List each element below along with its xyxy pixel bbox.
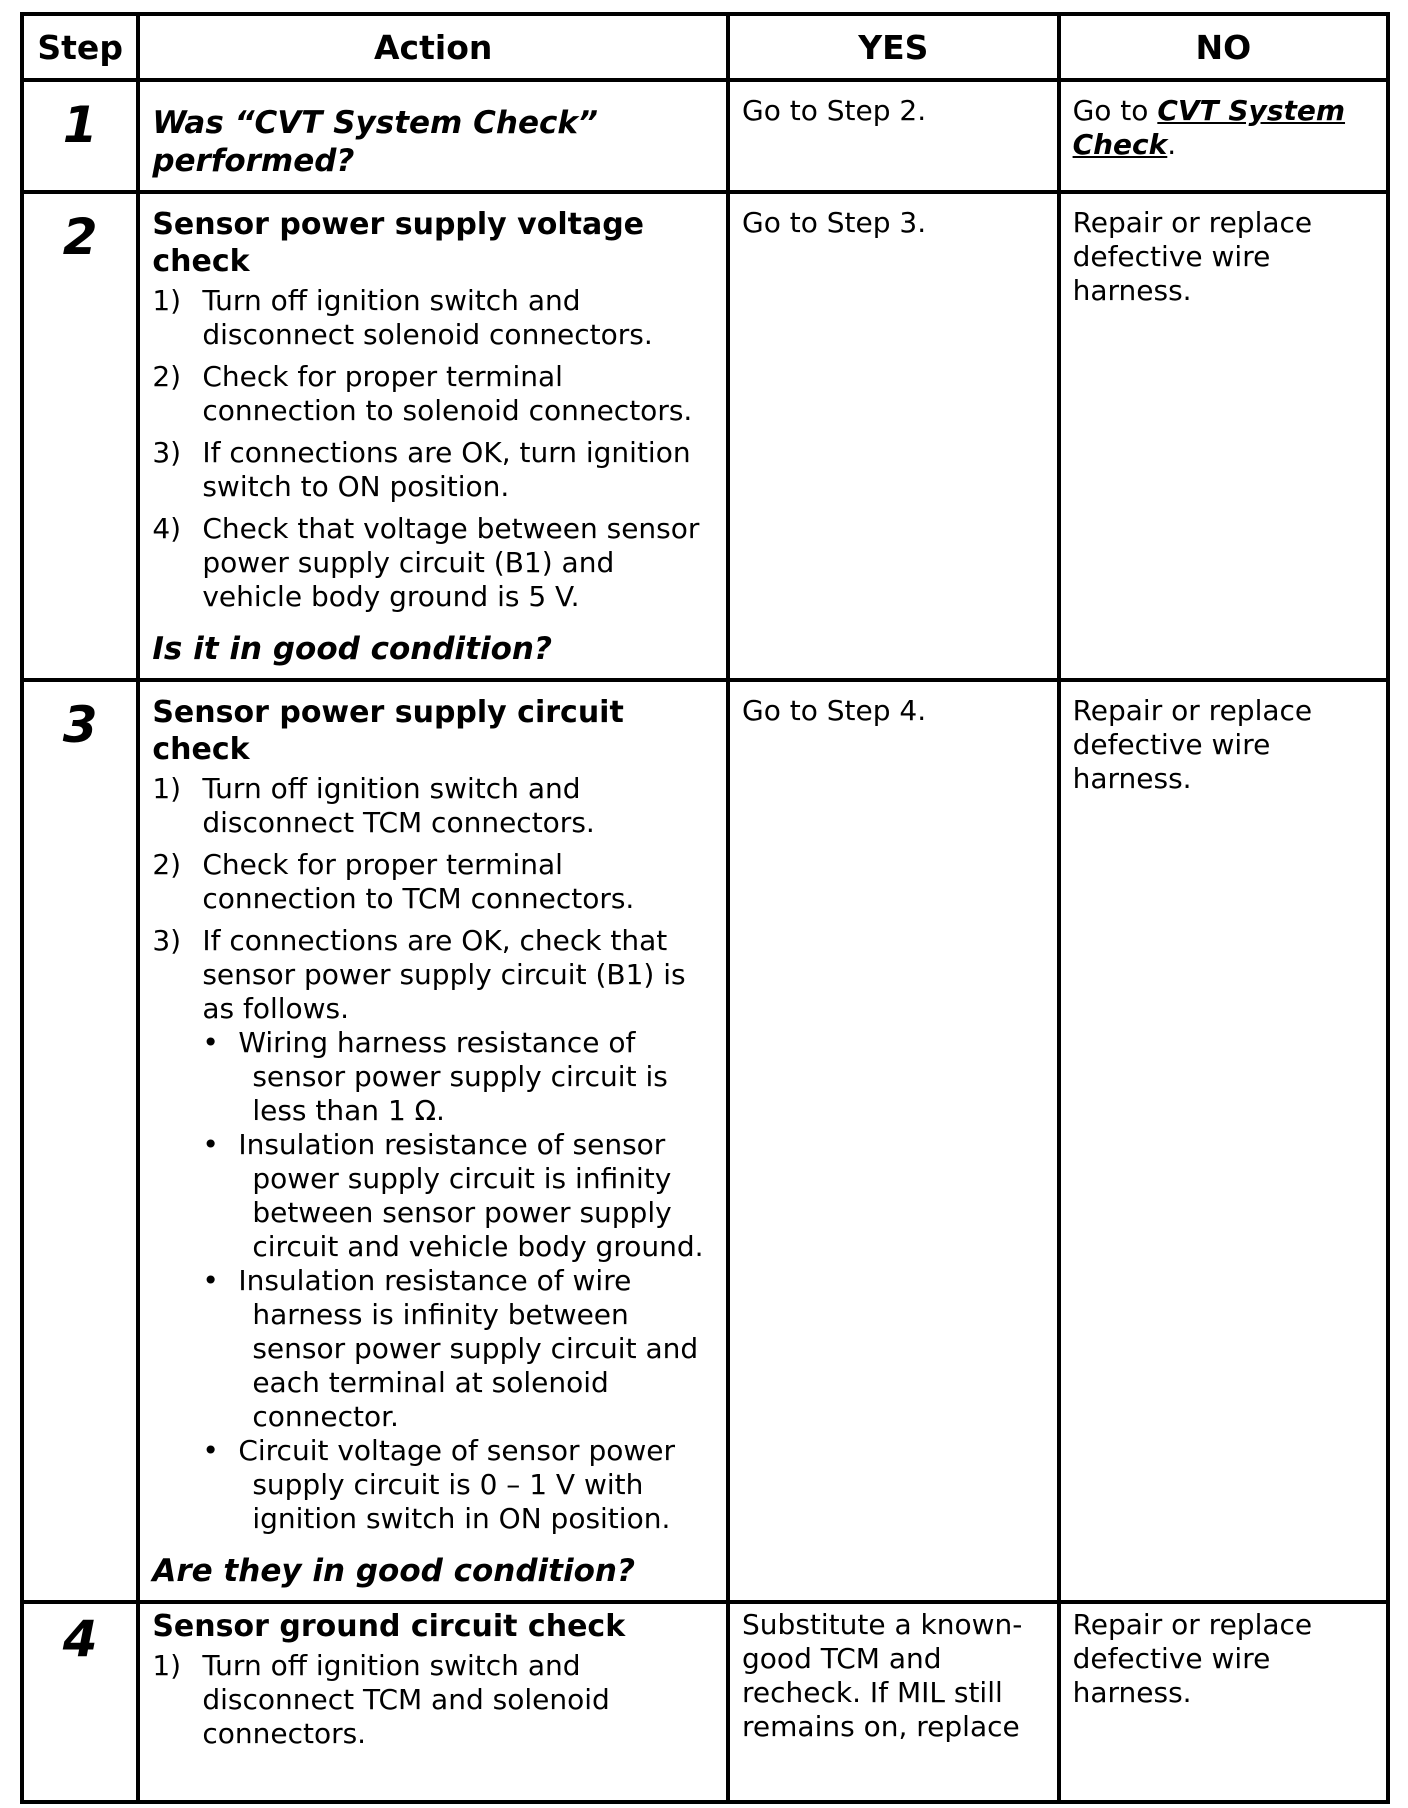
no-cell: Repair or replace defective wire harness. [1059,680,1388,1602]
bullet-item: • Circuit voltage of sensor power supply circuit is 0 – 1 V with ignition switch in ON position. [202,1434,675,1535]
list-item: 1) Turn off ignition switch and disconnect TCM connectors. [152,772,595,839]
list-item: 2) Check for proper terminal connection to solenoid connectors. [152,360,693,427]
list-item: 2) Check for proper terminal connection to TCM connectors. [152,848,635,915]
step-number: 3 [22,680,138,1602]
procedure-list [152,284,712,614]
header-row [22,14,1388,80]
table-row [22,1602,1388,1802]
no-suffix: . [1167,128,1177,161]
no-cell: Repair or replace defective wire harness. [1059,1602,1388,1802]
list-item: 3) If connections are OK, check that sensor power supply circuit (B1) is as follows. • Wiring harness resistance of sensor power supply circuit is less than 1 Ω. • Insulation resistance of sensor power supply circuit is infinity between sensor power supply circuit and vehicle body ground. • Insulation resistance of wire harness is infinity between sensor power supply circuit and each terminal at solenoid connector. • Circuit voltage of sensor power supply circuit is 0 – 1 V with ignition switch in ON position. [152,924,712,1536]
table-row [22,192,1388,680]
action-cell [138,1602,728,1802]
header-yes: YES [728,14,1059,80]
no-prefix: Go to [1072,94,1158,127]
step-number: 1 [22,80,138,192]
action-cell [138,192,728,680]
step-title: Sensor power supply circuit check [152,695,624,767]
bullet-item: • Wiring harness resistance of sensor power supply circuit is less than 1 Ω. [202,1026,668,1127]
procedure-list [152,1649,712,1751]
bullet-item: • Insulation resistance of wire harness is infinity between sensor power supply circuit and each terminal at solenoid connector. [202,1264,699,1433]
step-number: 4 [22,1602,138,1802]
step-question: Was “CVT System Check” performed? [152,105,598,179]
step-question: Is it in good condition? [152,631,552,667]
no-cell [1059,80,1388,192]
header-step: Step [22,14,138,80]
bullet-item: • Insulation resistance of sensor power supply circuit is infinity between sensor power supply circuit and vehicle body ground. [202,1128,704,1263]
list-item: 1) Turn off ignition switch and disconnect solenoid connectors. [152,284,653,351]
step-title: Sensor ground circuit check [152,1609,626,1644]
step-number: 2 [22,192,138,680]
list-item: 3) If connections are OK, turn ignition switch to ON position. [152,436,691,503]
action-cell [138,80,728,192]
yes-cell: Go to Step 2. [728,80,1059,192]
criteria-list [202,1026,712,1536]
step-title: Sensor power supply voltage check [152,207,645,279]
header-action: Action [138,14,728,80]
list-item: 1) Turn off ignition switch and disconnect TCM and solenoid connectors. [152,1649,610,1750]
action-cell [138,680,728,1602]
list-item: 4) Check that voltage between sensor power supply circuit (B1) and vehicle body ground is 5 V. [152,512,700,613]
diagnostic-table [20,12,1390,1804]
no-cell: Repair or replace defective wire harness. [1059,192,1388,680]
table-row [22,80,1388,192]
yes-cell: Substitute a known-good TCM and recheck. If MIL still remains on, replace [728,1602,1059,1802]
yes-cell: Go to Step 4. [728,680,1059,1602]
table-row [22,680,1388,1602]
yes-cell: Go to Step 3. [728,192,1059,680]
cvt-system-check-link[interactable]: CVT System Check [1072,94,1346,161]
step-question: Are they in good condition? [152,1553,635,1589]
procedure-list [152,772,712,1536]
header-no: NO [1059,14,1388,80]
